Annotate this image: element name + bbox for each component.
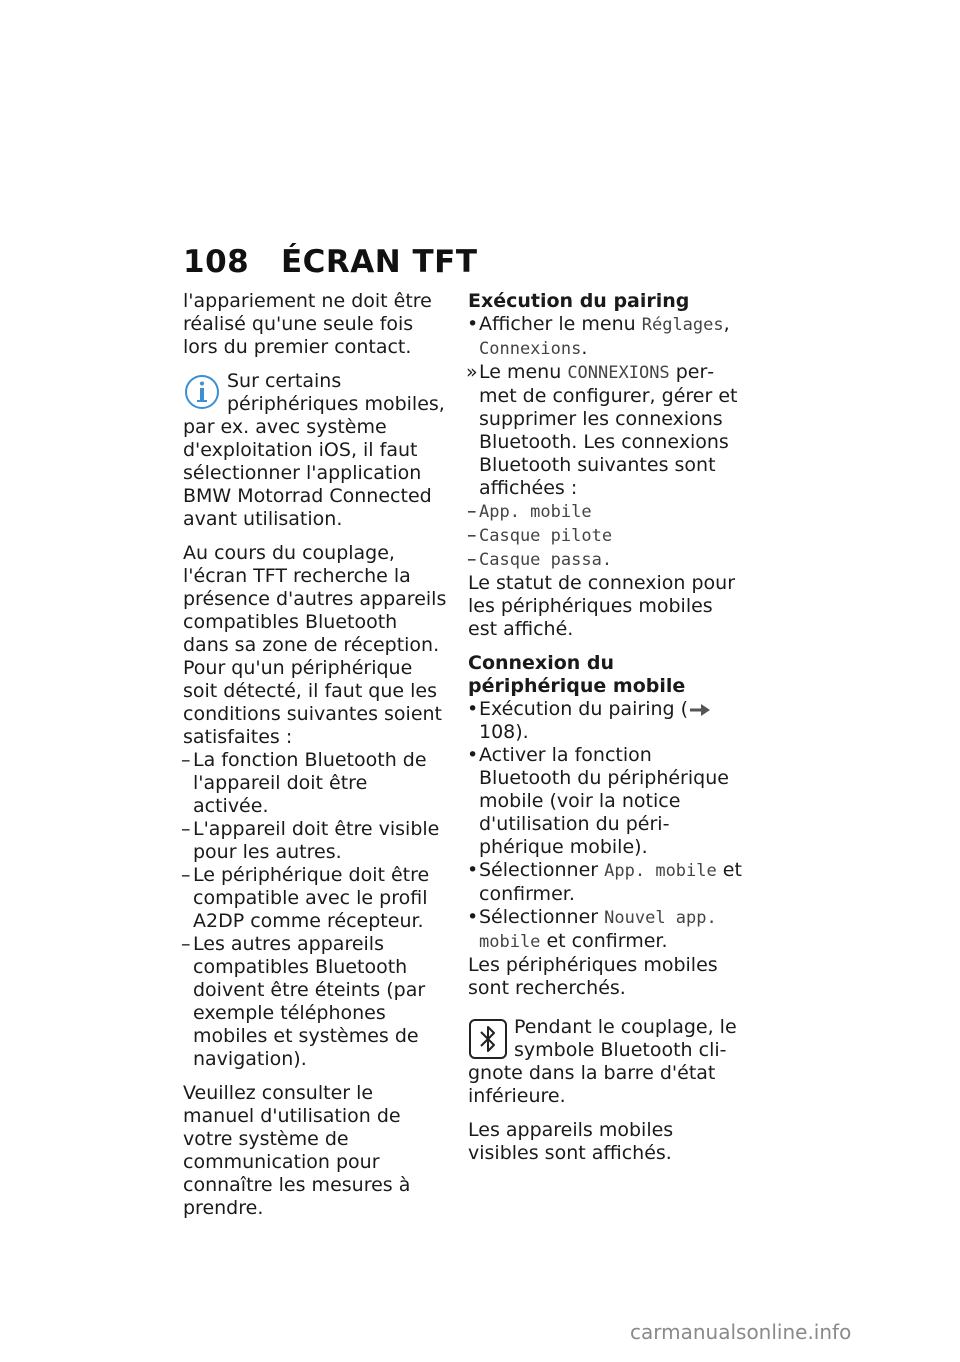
list-item: – Les autres appareils compatibles Bluetooth doivent être éteints (par exemple téléphones mobiles et systèmes de navigation). xyxy=(183,933,448,1071)
step-text: Afficher le menu xyxy=(479,313,642,335)
page-header xyxy=(183,244,478,280)
paragraph-coupling: Au cours du couplage, l'écran TFT recherche la présence d'autres appareils compatibles Bluetooth dans sa zone de réception. Pour qu'un périphérique soit détecté, il faut que les conditions suivantes soient satisfaites : xyxy=(183,542,447,748)
page-title: ÉCRAN TFT xyxy=(281,244,478,280)
menu-code-nouvel-app-mobile: Nouvel app. mobile xyxy=(479,908,717,952)
connexions-list xyxy=(468,500,743,572)
step-end: et confirmer. xyxy=(479,859,742,905)
left-column xyxy=(183,290,448,1231)
paragraph-search: Les périphériques mobiles sont recherchés. xyxy=(468,954,718,999)
step-text: Sélectionner xyxy=(479,859,605,881)
list-item xyxy=(468,500,743,524)
menu-code-reglages: Réglages xyxy=(641,315,724,335)
page-reference[interactable]: 108 xyxy=(479,721,516,743)
step-select-app-mobile xyxy=(468,859,743,906)
bluetooth-notice xyxy=(468,1016,743,1108)
step-activate-bluetooth: • Activer la fonction Bluetooth du périphérique mobile (voir la notice d'utilisation du périphérique mobile). xyxy=(468,744,743,859)
list-item: – Le périphérique doit être compatible avec le profil A2DP comme récepteur. xyxy=(183,864,448,933)
menu-item-casque-passa: Casque passa. xyxy=(479,550,613,570)
step-pairing-ref xyxy=(468,698,743,744)
paragraph-intro: l'appariement ne doit être réalisé qu'une seule fois lors du premier contact. xyxy=(183,290,432,358)
step-select-new-app xyxy=(468,906,743,954)
paragraph-status: Le statut de connexion pour les périphériques mobiles est affiché. xyxy=(468,572,736,640)
menu-item-casque-pilote: Casque pilote xyxy=(479,526,613,546)
step-text: Exécution du pairing ( xyxy=(479,698,689,720)
watermark: carmanualsonline.info xyxy=(630,1320,852,1344)
info-icon xyxy=(183,372,221,412)
menu-code-app-mobile: App. mobile xyxy=(604,861,717,881)
paragraph-visible-devices: Les appareils mobiles visibles sont affichés. xyxy=(468,1119,674,1164)
step-separator: , xyxy=(723,313,730,335)
list-item xyxy=(468,524,743,548)
menu-item-app-mobile: App. mobile xyxy=(479,502,592,522)
step-end: . xyxy=(581,337,588,359)
step-end: ). xyxy=(515,721,529,743)
result-text: Le menu xyxy=(479,361,568,383)
step-text: Sélectionner xyxy=(479,906,605,928)
result-connexions-menu xyxy=(468,361,743,500)
step-show-menu xyxy=(468,313,743,361)
bluetooth-icon xyxy=(468,1018,508,1060)
menu-code-connexions: Connexions xyxy=(479,339,582,359)
list-item: – L'appareil doit être visible pour les autres. xyxy=(183,818,448,864)
result-text-continued: permet de configurer, gérer et supprimer les connexions Bluetooth. Les connexions Bluetooth suivantes sont affichées : xyxy=(479,361,738,499)
info-notice-text: Sur certains périphériques mobiles, par ex. avec système d'exploitation iOS, il faut sélectionner l'application BMW Motorrad Connected avant utilisation. xyxy=(183,370,445,530)
list-item xyxy=(468,548,743,572)
info-notice xyxy=(183,370,448,531)
list-item: – La fonction Bluetooth de l'appareil doit être activée. xyxy=(183,749,448,818)
paragraph-manual: Veuillez consulter le manuel d'utilisation de votre système de communication pour connaître les mesures à prendre. xyxy=(183,1082,411,1219)
right-column xyxy=(468,290,743,1176)
heading-pairing: Exécution du pairing xyxy=(468,290,690,312)
arrow-right-icon xyxy=(690,704,710,716)
menu-code-connexions-upper: CONNEXIONS xyxy=(567,363,670,383)
heading-connect-device: Connexion du périphérique mobile xyxy=(468,652,686,697)
page-number: 108 xyxy=(183,244,250,280)
step-end: et confirmer. xyxy=(540,930,668,952)
conditions-list xyxy=(183,749,448,1071)
bluetooth-notice-text: Pendant le couplage, le symbole Bluetooth clignote dans la barre d'état inférieure. xyxy=(468,1016,737,1107)
